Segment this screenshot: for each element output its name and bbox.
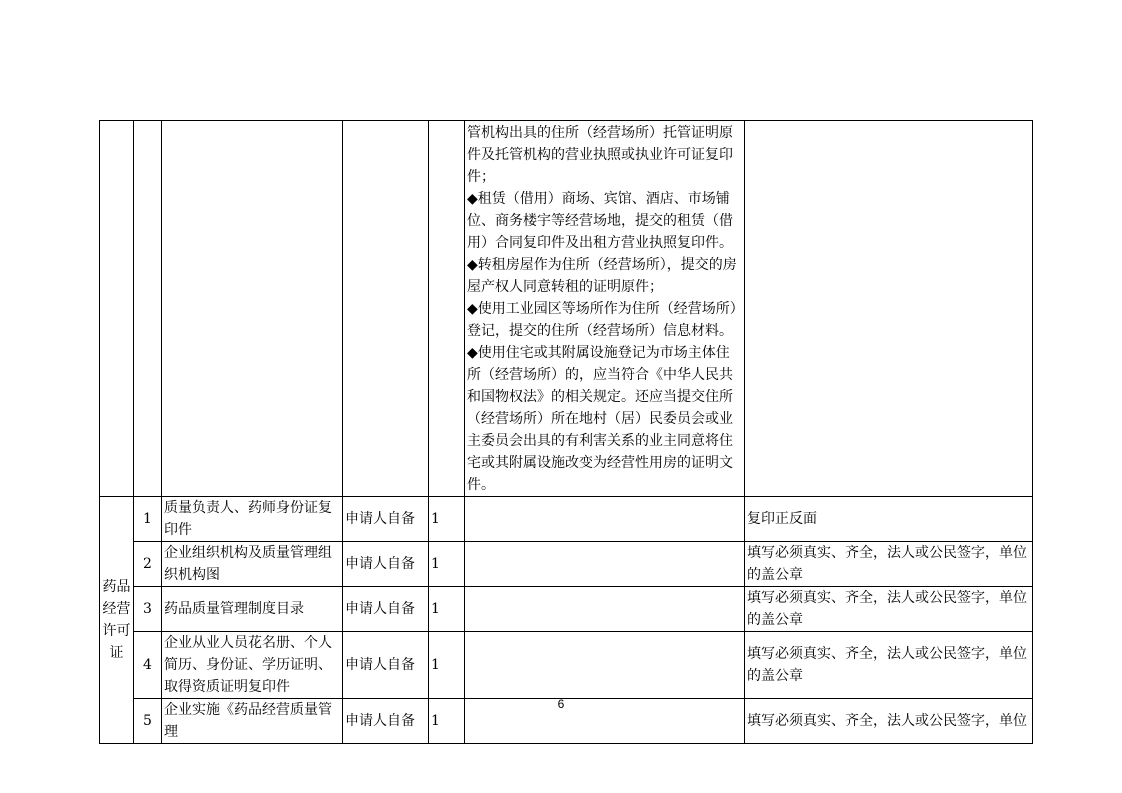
material-source: 申请人自备 [343,632,429,699]
table-row [100,542,1033,587]
material-name: 企业组织机构及质量管理组织机构图 [162,542,343,587]
table-row [100,587,1033,632]
row-number: 4 [134,632,162,699]
requirement-paragraph: 管机构出具的住所（经营场所）托管证明原件及托管机构的营业执照或执业许可证复印件； [467,125,733,185]
number-cell-empty [134,121,162,497]
note-text: 填写必须真实、齐全，法人或公民签字，单位 [745,699,1033,744]
material-name: 质量负责人、药师身份证复印件 [162,497,343,542]
row-number: 5 [134,699,162,744]
category-cell-empty [100,121,134,497]
material-source: 申请人自备 [343,497,429,542]
material-source: 申请人自备 [343,699,429,744]
material-name: 药品质量管理制度目录 [162,587,343,632]
category-label: 药品经营许可证 [102,579,131,661]
material-source: 申请人自备 [343,587,429,632]
row-number: 3 [134,587,162,632]
requirement-text [465,632,745,699]
material-source: 申请人自备 [343,542,429,587]
materials-table [99,120,1033,744]
requirement-text [465,542,745,587]
note-cell-empty [745,121,1033,497]
table-row-continued [100,121,1033,497]
copies-count: 1 [429,699,465,744]
copies-count: 1 [429,632,465,699]
note-text: 填写必须真实、齐全，法人或公民签字，单位的盖公章 [745,632,1033,699]
copies-count: 1 [429,542,465,587]
requirement-text [465,587,745,632]
requirement-paragraph: ◆使用住宅或其附属设施登记为市场主体住所（经营场所）的，应当符合《中华人民共和国物权法》的相关规定。还应当提交住所（经营场所）所在地村（居）民委员会或业主委员会出具的有利害关系的业主同意将住宅或其附属设施改变为经营性用房的证明文件。 [467,345,733,493]
note-text: 复印正反面 [745,497,1033,542]
note-text: 填写必须真实、齐全，法人或公民签字，单位的盖公章 [745,542,1033,587]
row-number: 2 [134,542,162,587]
material-cell-empty [162,121,343,497]
copies-cell-empty [429,121,465,497]
page-number: 6 [557,697,565,711]
row-number: 1 [134,497,162,542]
material-name: 企业实施《药品经营质量管理 [162,699,343,744]
source-cell-empty [343,121,429,497]
requirement-paragraph: ◆使用工业园区等场所作为住所（经营场所）登记，提交的住所（经营场所）信息材料。 [467,301,737,339]
requirement-text [465,497,745,542]
requirement-cell [465,121,745,497]
requirement-paragraph: ◆租赁（借用）商场、宾馆、酒店、市场铺位、商务楼宇等经营场地，提交的租赁（借用）合同复印件及出租方营业执照复印件。 [467,191,733,251]
table-row [100,497,1033,542]
table-row [100,632,1033,699]
material-name: 企业从业人员花名册、个人简历、身份证、学历证明、取得资质证明复印件 [162,632,343,699]
copies-count: 1 [429,587,465,632]
copies-count: 1 [429,497,465,542]
requirement-paragraph: ◆转租房屋作为住所（经营场所），提交的房屋产权人同意转租的证明原件； [467,257,737,295]
note-text: 填写必须真实、齐全，法人或公民签字，单位的盖公章 [745,587,1033,632]
